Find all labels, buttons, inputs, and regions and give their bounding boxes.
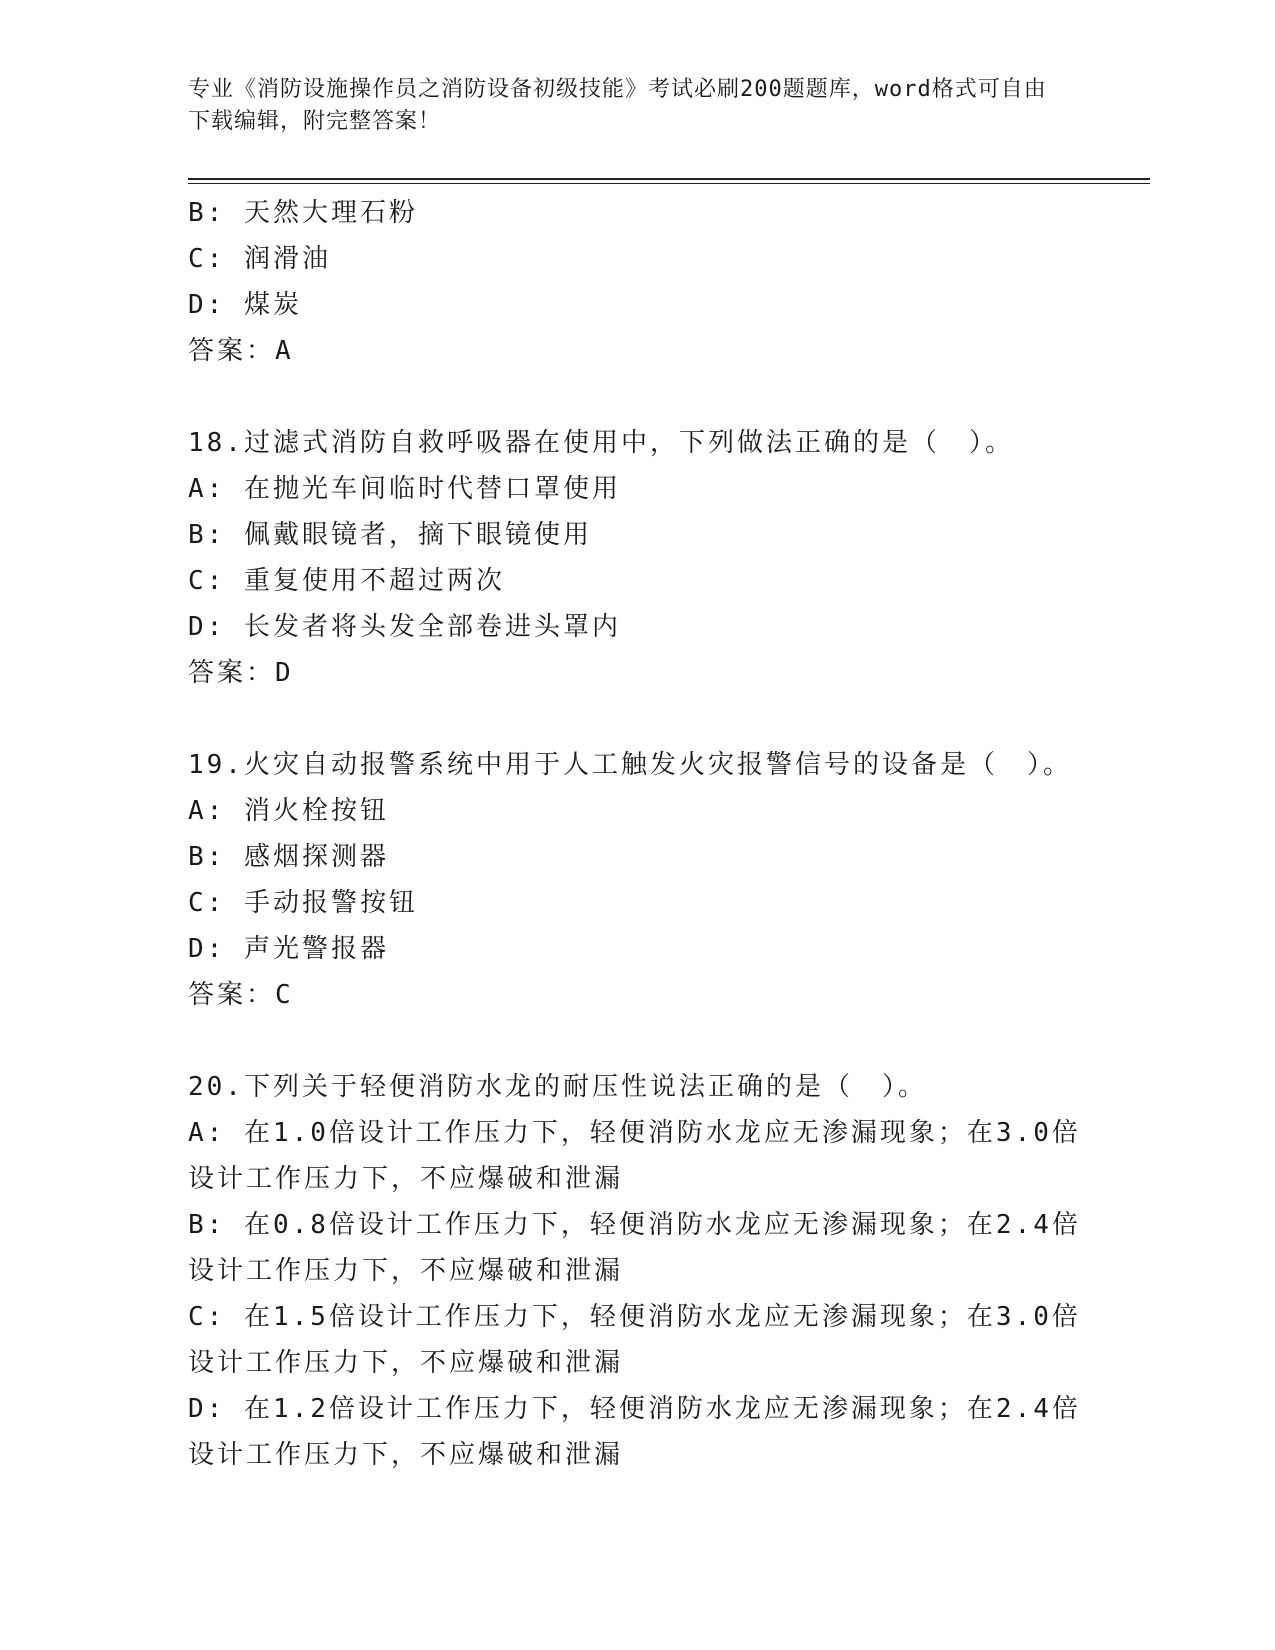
spacer bbox=[188, 374, 1088, 420]
option-c: C: 润滑油 bbox=[188, 244, 331, 274]
answer: 答案：D bbox=[188, 658, 294, 688]
question-18 bbox=[188, 420, 1088, 696]
header-divider-thin bbox=[188, 183, 1150, 184]
option-d: D: 声光警报器 bbox=[188, 934, 389, 964]
option-d: D: 煤炭 bbox=[188, 290, 302, 320]
option-b: B: 感烟探测器 bbox=[188, 842, 389, 872]
question-17-continued bbox=[188, 190, 1088, 374]
answer: 答案：A bbox=[188, 336, 294, 366]
option-a: A: 在抛光车间临时代替口罩使用 bbox=[188, 474, 621, 504]
option-c: C: 在1.5倍设计工作压力下，轻便消防水龙应无渗漏现象；在3.0倍设计工作压力下，不应爆破和泄漏 bbox=[188, 1302, 1081, 1378]
question-stem: 19.火灾自动报警系统中用于人工触发火灾报警信号的设备是（ ）。 bbox=[188, 750, 1072, 780]
spacer bbox=[188, 1018, 1088, 1064]
header-divider bbox=[188, 178, 1150, 180]
option-c: C: 重复使用不超过两次 bbox=[188, 566, 505, 596]
question-20 bbox=[188, 1064, 1088, 1478]
page-header-title: 专业《消防设施操作员之消防设备初级技能》考试必刷200题题库，word格式可自由下载编辑，附完整答案！ bbox=[188, 77, 1047, 134]
question-19 bbox=[188, 742, 1088, 1018]
option-a: A: 消火栓按钮 bbox=[188, 796, 389, 826]
document-body bbox=[188, 190, 1088, 1478]
spacer bbox=[188, 696, 1088, 742]
option-d: D: 在1.2倍设计工作压力下，轻便消防水龙应无渗漏现象；在2.4倍设计工作压力下，不应爆破和泄漏 bbox=[188, 1394, 1081, 1470]
option-b: B: 佩戴眼镜者，摘下眼镜使用 bbox=[188, 520, 592, 550]
question-stem: 20.下列关于轻便消防水龙的耐压性说法正确的是（ ）。 bbox=[188, 1072, 927, 1102]
question-stem: 18.过滤式消防自救呼吸器在使用中，下列做法正确的是（ ）。 bbox=[188, 428, 1014, 458]
option-b: B: 天然大理石粉 bbox=[188, 198, 418, 228]
option-d: D: 长发者将头发全部卷进头罩内 bbox=[188, 612, 621, 642]
option-c: C: 手动报警按钮 bbox=[188, 888, 418, 918]
answer: 答案：C bbox=[188, 980, 294, 1010]
option-a: A: 在1.0倍设计工作压力下，轻便消防水龙应无渗漏现象；在3.0倍设计工作压力下，不应爆破和泄漏 bbox=[188, 1118, 1081, 1194]
option-b: B: 在0.8倍设计工作压力下，轻便消防水龙应无渗漏现象；在2.4倍设计工作压力下，不应爆破和泄漏 bbox=[188, 1210, 1081, 1286]
